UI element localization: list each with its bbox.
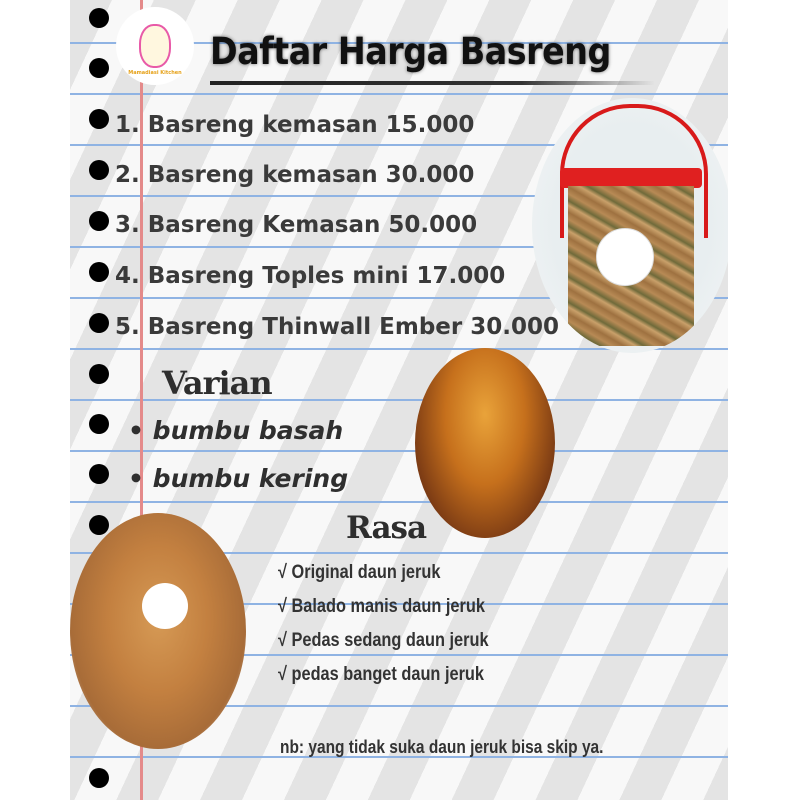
rasa-item: √ Pedas sedang daun jeruk <box>278 630 489 651</box>
binder-hole-icon <box>89 464 109 484</box>
binder-hole-icon <box>89 262 109 282</box>
rasa-heading: Rasa <box>346 510 427 546</box>
binder-hole-icon <box>89 313 109 333</box>
ruled-line <box>70 450 728 452</box>
varian-heading: Varian <box>162 364 272 402</box>
price-item: 4. Basreng Toples mini 17.000 <box>115 263 506 289</box>
rasa-item: √ Original daun jeruk <box>278 562 441 583</box>
varian-item: • bumbu basah <box>128 416 344 445</box>
ruled-line <box>70 501 728 503</box>
varian-item: • bumbu kering <box>128 464 349 493</box>
jar-photo <box>415 348 555 538</box>
binder-hole-icon <box>89 211 109 231</box>
binder-hole-icon <box>89 515 109 535</box>
rasa-item: √ Balado manis daun jeruk <box>278 596 485 617</box>
binder-hole-icon <box>89 58 109 78</box>
price-item: 2. Basreng kemasan 30.000 <box>115 162 475 188</box>
price-item: 1. Basreng kemasan 15.000 <box>115 112 475 138</box>
price-item: 3. Basreng Kemasan 50.000 <box>115 212 478 238</box>
price-item: 5. Basreng Thinwall Ember 30.000 <box>115 314 559 340</box>
binder-hole-icon <box>89 160 109 180</box>
bag-photo <box>70 513 246 749</box>
logo-text: Mamadiasi Kitchen <box>128 70 182 76</box>
binder-hole-icon <box>89 8 109 28</box>
note-text: nb: yang tidak suka daun jeruk bisa skip ya. <box>280 737 604 757</box>
binder-hole-icon <box>89 768 109 788</box>
brand-sticker-icon <box>596 228 654 286</box>
rasa-item: √ pedas banget daun jeruk <box>278 664 485 685</box>
ruled-line <box>70 93 728 95</box>
notebook-paper <box>70 0 728 800</box>
binder-hole-icon <box>89 364 109 384</box>
brand-logo-icon <box>116 7 194 85</box>
bucket-photo <box>532 98 728 353</box>
binder-hole-icon <box>89 109 109 129</box>
bucket-lid <box>560 168 702 188</box>
brand-sticker-icon <box>142 583 188 629</box>
binder-hole-icon <box>89 414 109 434</box>
page-title: Daftar Harga Basreng <box>210 30 611 73</box>
title-underline <box>210 81 655 85</box>
